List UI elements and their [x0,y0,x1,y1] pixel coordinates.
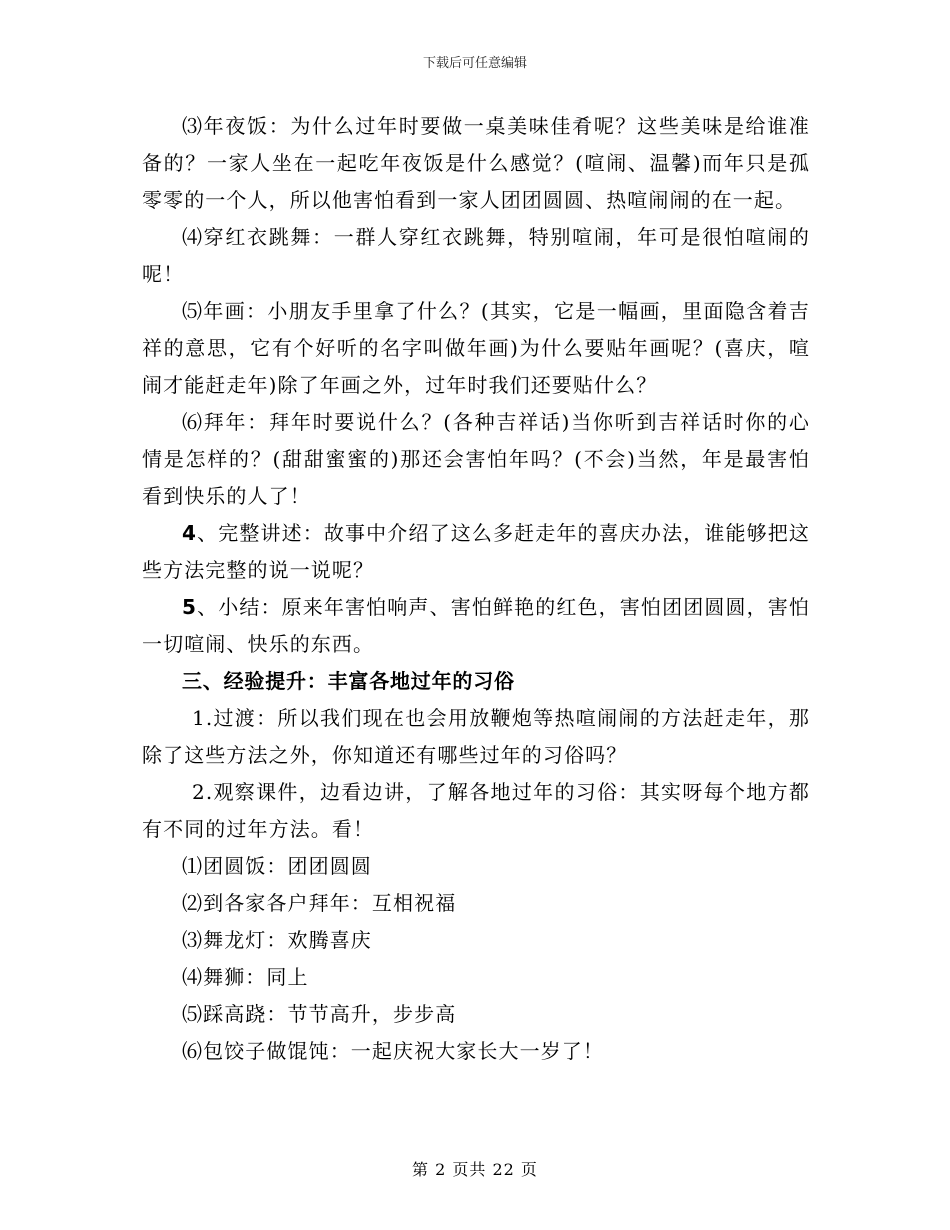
list-item: ⑹包饺子做馄饨：一起庆祝大家长大一岁了！ [182,1039,604,1063]
item-text: 、完整讲述：故事中介绍了这么多赶走年的喜庆办法，谁能够把这些方法完整的说一说呢？ [142,521,810,582]
section-heading: 三、经验提升：丰富各地过年的习俗 [182,669,515,693]
page-header: 下载后可任意编辑 [422,56,527,71]
paragraph-new-year-painting: ⑸年画：小朋友手里拿了什么？(其实，它是一幅画，里面隐含着吉祥的意思，它有个好听的名字叫做年画)为什么要贴年画呢？(喜庆，喧闹才能赶走年)除了年画之外，过年时我们还要贴什么？ [142,299,810,397]
page-footer: 第 2 页共 22 页 [412,1160,538,1179]
document-body [142,108,810,1070]
paragraph-new-year-greeting: ⑹拜年：拜年时要说什么？(各种吉祥话)当你听到吉祥话时你的心情是怎样的？(甜甜蜜蜜的)那还会害怕年吗？(不会)当然，年是最害怕看到快乐的人了！ [142,410,810,508]
list-item: ⑵到各家各户拜年：互相祝福 [182,891,457,915]
paragraph-new-year-dinner: ⑶年夜饭：为什么过年时要做一桌美味佳肴呢？这些美味是给谁准备的？一家人坐在一起吃年夜饭是什么感觉？(喧闹、温馨)而年只是孤零零的一个人，所以他害怕看到一家人团团圆圆、热喧闹闹的在一起。 [142,114,810,212]
paragraph-observe-courseware: 2.观察课件，边看边讲，了解各地过年的习俗：其实呀每个地方都有不同的过年方法。看！ [142,780,810,841]
paragraph-transition: 1.过渡：所以我们现在也会用放鞭炮等热喧闹闹的方法赶走年，那除了这些方法之外，你知道还有哪些过年的习俗吗？ [142,706,810,767]
paragraph-red-clothes-dance: ⑷穿红衣跳舞：一群人穿红衣跳舞，特别喧闹，年可是很怕喧闹的呢！ [142,225,810,286]
paragraph-summary [142,589,810,663]
paragraph-complete-retelling [142,515,810,589]
list-item: ⑴团圆饭：团团圆圆 [182,854,372,878]
item-number: 4 [182,521,198,545]
list-item: ⑶舞龙灯：欢腾喜庆 [182,928,372,952]
list-item: ⑸踩高跷：节节高升，步步高 [182,1002,457,1026]
item-text: 、小结：原来年害怕响声、害怕鲜艳的红色，害怕团团圆圆，害怕一切喧闹、快乐的东西。 [142,595,810,656]
list-item: ⑷舞狮：同上 [182,965,309,989]
item-number: 5 [182,595,198,619]
